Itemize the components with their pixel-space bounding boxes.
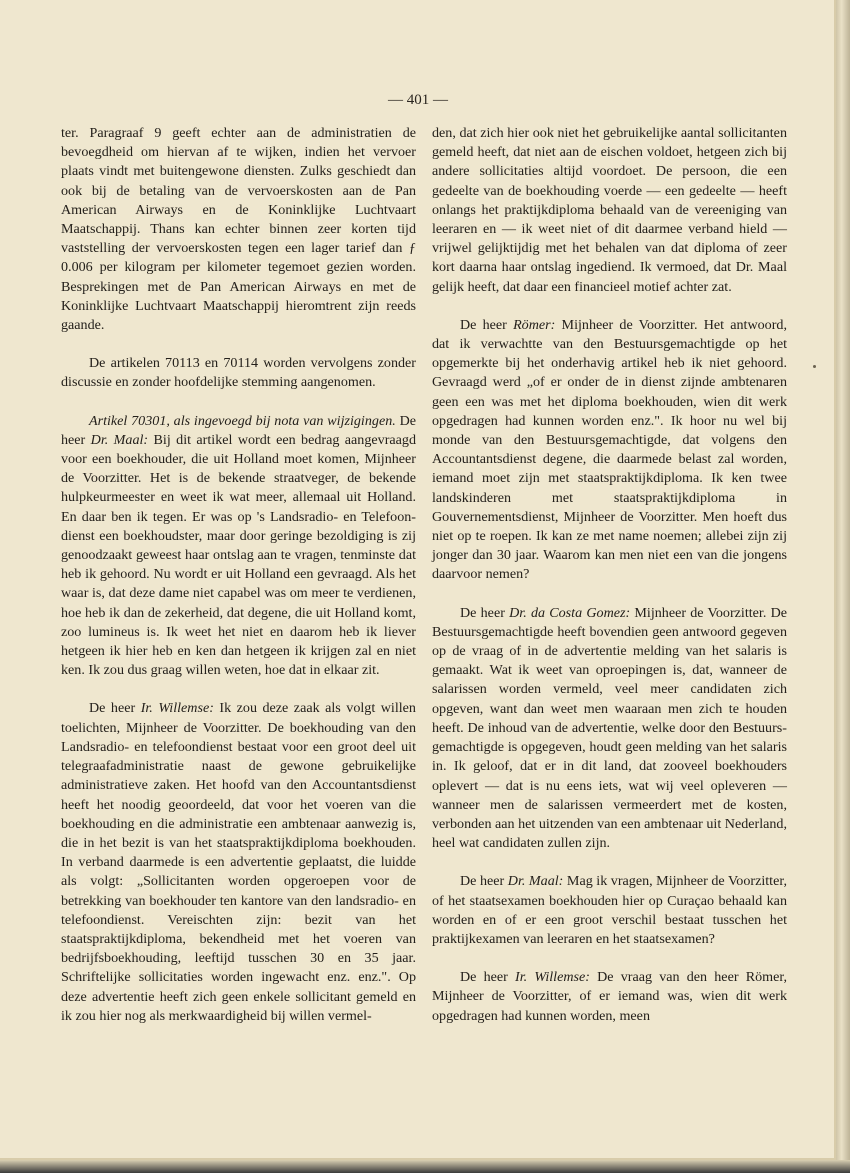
page-bottom-edge: [0, 1160, 850, 1173]
paragraph: [432, 872, 787, 949]
paragraph-text: Mag ik vragen, Mijnheer de Voorzitter, of het staatsexamen boekhouden hier op Curaçao behaald kan worden en of er een groot verschil bestaat tusschen het praktijkexamen van leeraren en het staatsexamen?: [432, 873, 788, 947]
speaker-prefix: De heer: [89, 700, 141, 717]
speaker-name: Dr. da Costa Gomez:: [509, 604, 631, 621]
paragraph-text: den, dat zich hier ook niet het gebruikelijke aantal sollicitanten gemeld heeft, dat niet aan de eischen voldoet, hetgeen zich bij andere sollicitaties altijd voordoet. De persoon, die een gedeelte van de boekhouding voerde — een gedeelte — heeft onlangs het praktijkdiploma behaald van de vereeniging van leeraren en — ik weet niet of dit daarmee verband hield — vrijwel gelijktijdig met het behalen van dat diploma of zeer kort daarna haar ontslag ingediend. Ik vermoed, dat Dr. Maal gelijk heeft, dat daar een financieel motief achter zat.: [432, 125, 787, 295]
page-number: — 401 —: [388, 92, 448, 108]
speaker-prefix: De heer: [460, 969, 516, 986]
paragraph: [61, 124, 416, 335]
paragraph-text: De vraag van den heer Römer, Mijnheer de Voorzitter, of er iemand was, wien dit werk opgedragen had kunnen worden, meen: [432, 969, 788, 1024]
right-column: [432, 124, 787, 1045]
paragraph-text: De heer: [61, 412, 416, 448]
paragraph: [61, 699, 416, 1025]
left-column: [61, 124, 416, 1045]
paragraph-text: ter. Paragraaf 9 geeft echter aan de administratien de bevoegdheid om hiervan af te wijken, indien het vervoer plaats vindt met buitengewone diensten. Zulks geschiedt dan ook bij de betaling van de vervoerskosten aan de Pan American Airways en de Koninklijke Luchtvaart Maatschappij. Thans kan echter binnen zeer korten tijd vaststelling der vervoerskosten tegen een lager tarief dan ƒ 0.006 per kilogram per kilometer tegemoet gezien worden. Besprekingen met de Pan American Airways en met de Koninklijke Luchtvaart Maatschappij hieromtrent zijn reeds gaande.: [61, 125, 416, 334]
speaker-name: Dr. Maal:: [507, 873, 564, 890]
paragraph: [432, 604, 787, 854]
speaker-name: Dr. Maal:: [90, 431, 149, 448]
page-edge: [836, 0, 850, 1173]
speaker-prefix: De heer: [460, 604, 510, 621]
paragraph-text: Ik zou deze zaak als volgt willen toelichten, Mijnheer de Voorzitter. De boekhouding van den Landsradio- en telefoondienst bestaat voor een groot deel uit telegraafadministratie naast de gewone gebruikelijke administratieve zaken. Het hoofd van den Accountantsdienst heeft het noodig geoordeeld, dat voor het voeren van die boekhouding en die administratie een ambtenaar aanwezig is, die in het bezit is van het staatspraktijkdiploma boekhouden. In verband daarmede is een advertentie geplaatst, die luidde als volgt: „Sollicitanten worden opgeroepen voor de betrekking van boekhouder ten kantore van den landsradio- en telefoondienst. Vereischten zijn: bezit van het staatspraktijkdiploma, bekendheid met het voeren van bedrijfsboekhouding, leeftijd tusschen 30 en 35 jaar. Schriftelijke sollicitaties worden ingewacht enz. enz.". Op deze advertentie heeft zich geen enkele sollicitant gemeld en ik zou hier nog als merkwaardigheid bij willen vermel-: [61, 700, 416, 1024]
speaker-name: Ir. Willemse:: [515, 969, 590, 986]
article-heading: Artikel 70301, als ingevoegd bij nota van wijzigingen.: [89, 412, 396, 429]
paragraph: [61, 412, 416, 681]
paragraph-text: Mijnheer de Voorzitter. De Bestuursgemachtigde heeft bovendien geen antwoord gegeven op de vraag of in de advertentie melding van het salaris is gemaakt. Wat ik weet van oproepingen is, dat, wanneer de salarissen worden vermeld, veel meer candidaten zich opgeven, want dan weet men waaraan men zich te houden heeft. De inhoud van de advertentie, welke door den Bestuursgemachtigde is opgegeven, houdt geen melding van het salaris in. Ik geloof, dat er in dit land, dat zooveel boekhouders oplevert — dat is nu eens iets, wat wij veel opleveren — wanneer men de salarissen vermeerdert met de kosten, verbonden aan het uitzenden van een ambtenaar uit Nederland, heel wat candidaten zullen zijn.: [432, 604, 787, 852]
speaker-prefix: De heer: [460, 873, 508, 890]
speaker-prefix: De heer: [460, 316, 514, 333]
paragraph-text: Mijnheer de Voorzitter. Het antwoord, dat ik verwachtte van den Bestuursgemachtigde op het opgemerkte bij het onderhavig artikel heb ik niet gehoord. Gevraagd werd „of er onder de in dienst zijnde ambtenaren geen een was met het diploma boekhouden, wien dit werk opgedragen had kunnen worden enz.". Ik hoor nu wel bij monde van den Bestuursgemachtigde, dat volgens den Accountantsdienst degene, die daarmede belast zal worden, iemand moet zijn met staatspraktijkdiploma. Ik ken twee landskinderen met staatspraktijkdiploma in Gouvernementsdienst, Mijnheer de Voorzitter. Men hoeft dus niet op te roepen. Ik kan ze met name noemen; allebei zijn zij jonger dan 30 jaar. Waarom kan men niet een van die jongens daarvoor nemen?: [432, 316, 787, 583]
paragraph-text: Bij dit artikel wordt een bedrag aangevraagd voor een boekhouder, die uit Holland moet komen, Mijnheer de Voorzitter. Het is de bekende straatveger, de bekende hulpkeurmeester en weet ik wat meer, allemaal uit Holland. En daar ben ik tegen. Er was op 's Landsradio- en Telefoondienst een boekhoudster, maar door geringe bezoldiging is zij genoodzaakt geweest haar ontslag aan te vragen, tenminste dat heb ik gehoord. Nu wordt er uit Holland een gevraagd. Als het waar is, dat deze dame niet capabel was om meer te verdienen, hoe heb ik dan de zekerheid, dat degene, die uit Holland komt, zoo lumineus is. Ik weet het niet en daarom heb ik liever hetgeen ik hier heb en ken dan hetgeen ik krijgen zal en niet ken. Ik zou dus graag willen weten, hoe dat in elkaar zit.: [61, 431, 416, 679]
speaker-name: Ir. Willemse:: [140, 700, 214, 717]
paragraph: [432, 968, 787, 1026]
paragraph: [432, 316, 787, 585]
margin-dot: [813, 365, 816, 368]
paragraph: [432, 124, 787, 297]
speaker-name: Römer:: [513, 316, 556, 333]
paragraph-text: De artikelen 70113 en 70114 worden vervolgens zonder discussie en zonder hoofdelijke stemming aangenomen.: [61, 355, 416, 391]
paragraph: [61, 354, 416, 392]
